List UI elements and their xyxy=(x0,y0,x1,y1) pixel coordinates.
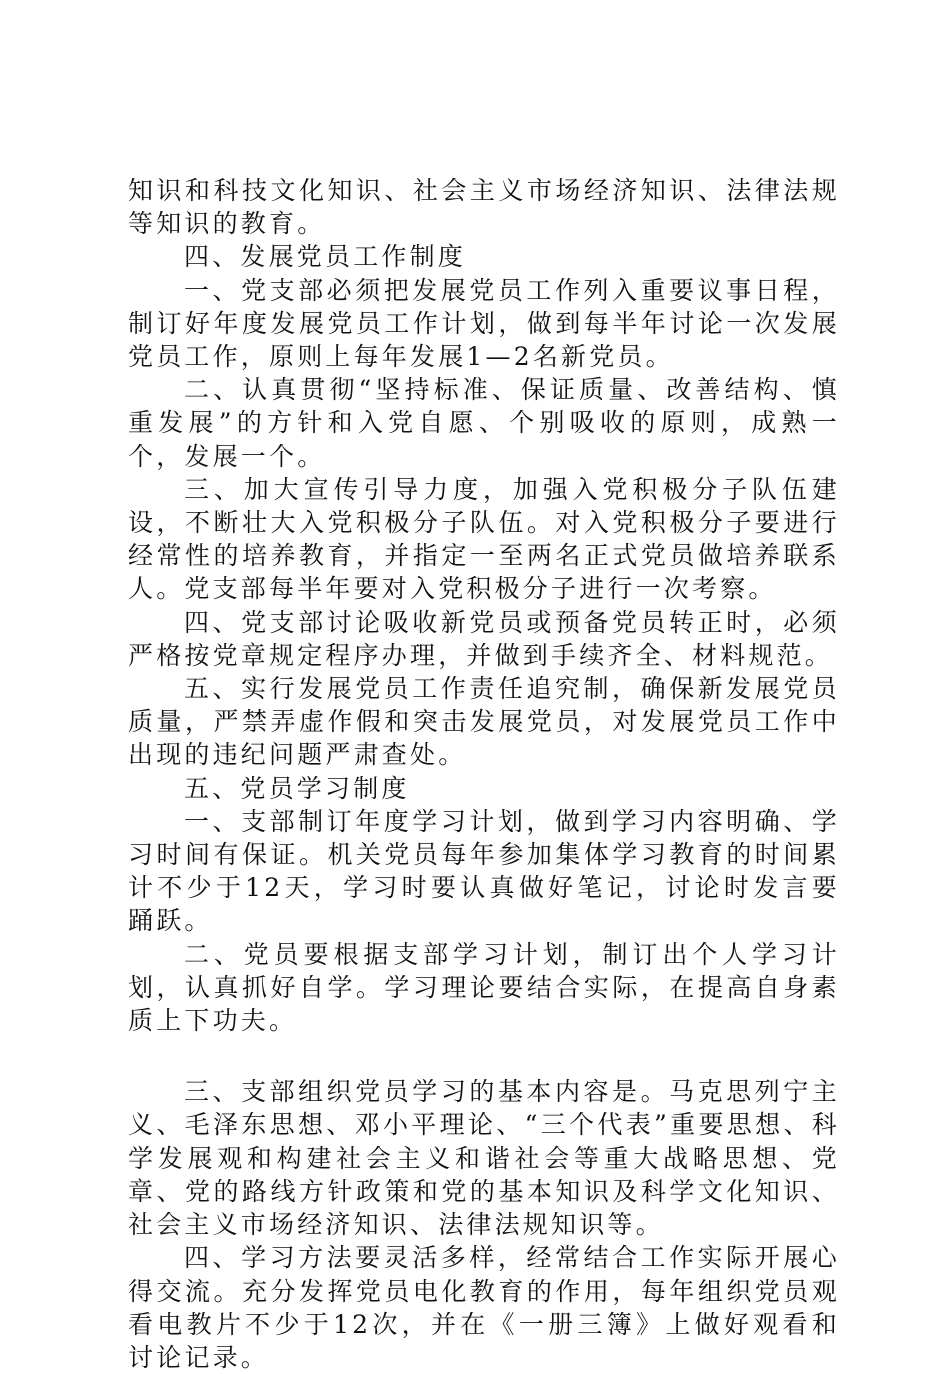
paragraph-study-item-4: 四、学习方法要灵活多样，经常结合工作实际开展心得交流。充分发挥党员电化教育的作用，每年组织党员观看电教片不少于12次，并在《一册三簿》上做好观看和讨论记录。 xyxy=(128,1243,840,1372)
paragraph-development-item-4: 四、党支部讨论吸收新党员或预备党员转正时，必须严格按党章规定程序办理，并做到手续齐全、材料规范。 xyxy=(128,607,840,670)
paragraph-continuation: 知识和科技文化知识、社会主义市场经济知识、法律法规等知识的教育。 xyxy=(128,176,840,239)
paragraph-development-item-1: 一、党支部必须把发展党员工作列入重要议事日程，制订好年度发展党员工作计划，做到每半年讨论一次发展党员工作，原则上每年发展1—2名新党员。 xyxy=(128,275,840,372)
document-body xyxy=(128,174,840,1374)
paragraph-study-item-3: 三、支部组织党员学习的基本内容是。马克思列宁主义、毛泽东思想、邓小平理论、“三个代表”重要思想、科学发展观和构建社会主义和谐社会等重大战略思想、党章、党的路线方针政策和党的基本知识及科学文化知识、社会主义市场经济知识、法律法规知识等。 xyxy=(128,1077,840,1240)
paragraph-study-item-2: 二、党员要根据支部学习计划，制订出个人学习计划，认真抓好自学。学习理论要结合实际，在提高自身素质上下功夫。 xyxy=(128,939,840,1036)
section-heading-party-member-study: 五、党员学习制度 xyxy=(184,773,410,803)
paragraph-study-item-1: 一、支部制订年度学习计划，做到学习内容明确、学习时间有保证。机关党员每年参加集体学习教育的时间累计不少于12天，学习时要认真做好笔记，讨论时发言要踊跃。 xyxy=(128,806,840,936)
paragraph-development-item-2: 二、认真贯彻“坚持标准、保证质量、改善结构、慎重发展”的方针和入党自愿、个别吸收的原则，成熟一个，发展一个。 xyxy=(128,375,840,471)
section-heading-party-member-development: 四、发展党员工作制度 xyxy=(184,242,467,272)
paragraph-development-item-5: 五、实行发展党员工作责任追究制，确保新发展党员质量，严禁弄虚作假和突击发展党员，对发展党员工作中出现的违纪问题严肃查处。 xyxy=(128,674,840,770)
paragraph-development-item-3: 三、加大宣传引导力度，加强入党积极分子队伍建设，不断壮大入党积极分子队伍。对入党积极分子要进行经常性的培养教育，并指定一至两名正式党员做培养联系人。党支部每半年要对入党积极分子进行一次考察。 xyxy=(128,474,840,604)
